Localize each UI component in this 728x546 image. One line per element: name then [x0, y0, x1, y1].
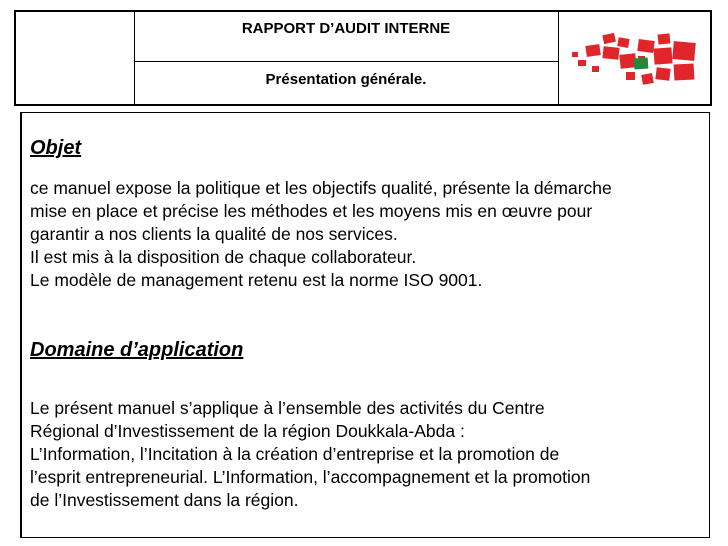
- domaine-paragraph: [30, 397, 702, 512]
- domaine-line: de l’Investissement dans la région.: [30, 490, 299, 510]
- header-empty-cell: [16, 12, 135, 104]
- red-green-squares-logo-icon: [558, 12, 710, 104]
- objet-line: Le modèle de management retenu est la norme ISO 9001.: [30, 270, 483, 290]
- section-heading-domaine: Domaine d’application: [30, 339, 244, 361]
- section-heading-objet: Objet: [30, 137, 82, 159]
- header-table: [14, 10, 712, 106]
- domaine-line: L’Information, l’Incitation à la création d’entreprise et la promotion de: [30, 444, 560, 464]
- objet-line: mise en place et précise les méthodes et les moyens mis en œuvre pour: [30, 201, 593, 221]
- content-box: [20, 112, 710, 538]
- report-title: RAPPORT D’AUDIT INTERNE: [134, 12, 558, 62]
- report-subtitle: Présentation générale.: [265, 71, 427, 88]
- domaine-line: Le présent manuel s’applique à l’ensemble des activités du Centre: [30, 398, 545, 418]
- header-logo-cell: [558, 12, 710, 104]
- header-title-cell: [134, 12, 559, 104]
- objet-paragraph: [30, 177, 702, 292]
- objet-line: garantir a nos clients la qualité de nos services.: [30, 224, 398, 244]
- objet-line: ce manuel expose la politique et les objectifs qualité, présente la démarche: [30, 178, 612, 198]
- objet-line: Il est mis à la disposition de chaque collaborateur.: [30, 247, 417, 267]
- domaine-line: l’esprit entrepreneurial. L’Information, l’accompagnement et la promotion: [30, 467, 591, 487]
- domaine-line: Régional d’Investissement de la région Doukkala-Abda :: [30, 421, 465, 441]
